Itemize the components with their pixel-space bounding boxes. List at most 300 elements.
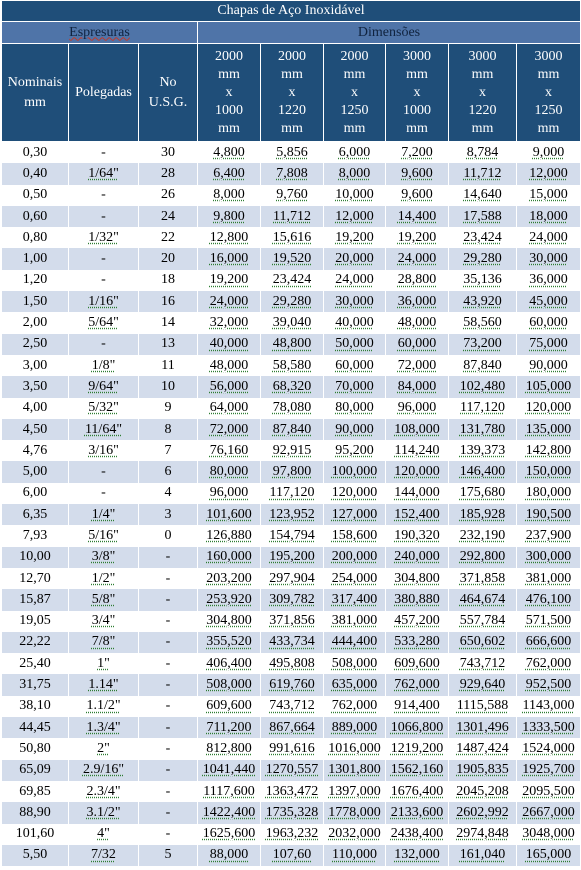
table-cell: 1,50 bbox=[2, 291, 69, 312]
table-cell: 90,000 bbox=[324, 419, 386, 440]
column-header-8 bbox=[517, 44, 581, 142]
table-cell: 1.3/4" bbox=[69, 717, 139, 738]
table-cell: 48,000 bbox=[386, 312, 449, 333]
table-cell: 17,588 bbox=[449, 206, 517, 227]
table-cell: 433,734 bbox=[261, 632, 324, 653]
table-cell: 2133,600 bbox=[386, 802, 449, 823]
table-cell: 11 bbox=[139, 355, 198, 376]
table-cell: 7 bbox=[139, 440, 198, 461]
table-row bbox=[2, 398, 581, 419]
table-cell: 18,000 bbox=[517, 206, 581, 227]
table-cell: 7/8" bbox=[69, 632, 139, 653]
table-cell: 10,000 bbox=[324, 185, 386, 206]
table-cell: 69,85 bbox=[2, 781, 69, 802]
table-cell: 14,400 bbox=[386, 206, 449, 227]
table-row bbox=[2, 568, 581, 589]
table-cell: 1016,000 bbox=[324, 738, 386, 759]
table-cell: 457,200 bbox=[386, 611, 449, 632]
table-cell: 56,000 bbox=[198, 376, 261, 397]
table-cell: 95,200 bbox=[324, 440, 386, 461]
table-cell: - bbox=[69, 461, 139, 482]
table-cell: 3/16" bbox=[69, 440, 139, 461]
column-header-1 bbox=[69, 44, 139, 142]
table-cell: 15,616 bbox=[261, 227, 324, 248]
table-cell: 142,800 bbox=[517, 440, 581, 461]
table-cell: 9/64" bbox=[69, 376, 139, 397]
table-cell: 0,50 bbox=[2, 185, 69, 206]
table-cell: 4 bbox=[139, 483, 198, 504]
table-cell: 533,280 bbox=[386, 632, 449, 653]
table-cell: - bbox=[69, 334, 139, 355]
column-header-line: 2000 bbox=[215, 48, 243, 64]
column-header-0 bbox=[2, 44, 69, 142]
table-cell: 1562,160 bbox=[386, 760, 449, 781]
table-body bbox=[2, 142, 581, 867]
table-cell: 2" bbox=[69, 738, 139, 759]
table-cell: 5/64" bbox=[69, 312, 139, 333]
table-cell: - bbox=[139, 696, 198, 717]
table-cell: 154,794 bbox=[261, 525, 324, 546]
table-row bbox=[2, 738, 581, 759]
column-header-line: x bbox=[545, 84, 552, 100]
table-cell: 5/32" bbox=[69, 398, 139, 419]
table-cell: 107,60 bbox=[261, 845, 324, 866]
table-cell: 0,30 bbox=[2, 142, 69, 164]
table-cell: 97,800 bbox=[261, 461, 324, 482]
column-header-line: mm bbox=[343, 66, 366, 82]
table-cell: 711,200 bbox=[198, 717, 261, 738]
column-header-line: No bbox=[159, 74, 177, 90]
table-cell: 5,50 bbox=[2, 845, 69, 866]
table-cell: 1" bbox=[69, 653, 139, 674]
table-cell: 5/8" bbox=[69, 589, 139, 610]
table-cell: 19,200 bbox=[198, 270, 261, 291]
table-cell: 90,000 bbox=[517, 355, 581, 376]
table-cell: 444,400 bbox=[324, 632, 386, 653]
table-cell: 6,400 bbox=[198, 163, 261, 184]
table-cell: 1/2" bbox=[69, 568, 139, 589]
group-header-dimensoes: Dimensões bbox=[198, 22, 581, 44]
table-cell: 11,712 bbox=[261, 206, 324, 227]
table-cell: 76,160 bbox=[198, 440, 261, 461]
column-header-line: 1000 bbox=[215, 102, 243, 118]
column-header-line: mm bbox=[281, 120, 303, 136]
table-cell: 1/8" bbox=[69, 355, 139, 376]
table-cell: 96,000 bbox=[198, 483, 261, 504]
table-cell: 60,000 bbox=[386, 334, 449, 355]
column-header-line: mm bbox=[406, 120, 428, 136]
table-cell: 1041,440 bbox=[198, 760, 261, 781]
table-cell: 1778,000 bbox=[324, 802, 386, 823]
table-cell: 762,000 bbox=[517, 653, 581, 674]
table-cell: 371,856 bbox=[261, 611, 324, 632]
table-row bbox=[2, 696, 581, 717]
table-cell: 23,424 bbox=[261, 270, 324, 291]
table-cell: 1925,700 bbox=[517, 760, 581, 781]
table-cell: 58,560 bbox=[449, 312, 517, 333]
table-cell: 1301,496 bbox=[449, 717, 517, 738]
table-cell: - bbox=[69, 142, 139, 164]
table-cell: 135,000 bbox=[517, 419, 581, 440]
table-row bbox=[2, 312, 581, 333]
table-cell: - bbox=[69, 206, 139, 227]
table-cell: 1487,424 bbox=[449, 738, 517, 759]
table-cell: 237,900 bbox=[517, 525, 581, 546]
table-cell: 88,90 bbox=[2, 802, 69, 823]
table-cell: 29,280 bbox=[449, 248, 517, 269]
table-cell: 666,600 bbox=[517, 632, 581, 653]
column-header-line: x bbox=[479, 84, 486, 100]
table-cell: 123,952 bbox=[261, 504, 324, 525]
table-row bbox=[2, 802, 581, 823]
steel-sheet-table-container bbox=[1, 1, 580, 866]
column-header-line: x bbox=[413, 84, 421, 100]
table-cell: 36,000 bbox=[517, 270, 581, 291]
column-header-line: mm bbox=[24, 94, 46, 110]
table-cell: 1117,600 bbox=[198, 781, 261, 802]
table-cell: 2045,208 bbox=[449, 781, 517, 802]
table-cell: 3,50 bbox=[2, 376, 69, 397]
table-cell: 240,000 bbox=[386, 547, 449, 568]
column-header-line: mm bbox=[218, 120, 240, 136]
table-cell: - bbox=[139, 568, 198, 589]
column-header-line: mm bbox=[406, 66, 428, 82]
column-header-line: 3000 bbox=[403, 48, 431, 64]
table-cell: 11/64" bbox=[69, 419, 139, 440]
table-cell: 2,00 bbox=[2, 312, 69, 333]
table-cell: 1.1/2" bbox=[69, 696, 139, 717]
table-cell: 1676,400 bbox=[386, 781, 449, 802]
table-cell: 508,000 bbox=[198, 674, 261, 695]
table-cell: 7,93 bbox=[2, 525, 69, 546]
table-cell: 9,800 bbox=[198, 206, 261, 227]
table-cell: 609,600 bbox=[386, 653, 449, 674]
table-cell: 146,400 bbox=[449, 461, 517, 482]
table-cell: 15,87 bbox=[2, 589, 69, 610]
column-header-6 bbox=[386, 44, 449, 142]
table-cell: 1625,600 bbox=[198, 824, 261, 845]
table-cell: 371,858 bbox=[449, 568, 517, 589]
table-cell: 762,000 bbox=[324, 696, 386, 717]
table-cell: 952,500 bbox=[517, 674, 581, 695]
table-row bbox=[2, 760, 581, 781]
table-cell: 476,100 bbox=[517, 589, 581, 610]
table-row bbox=[2, 142, 581, 164]
table-row bbox=[2, 781, 581, 802]
table-cell: 23,424 bbox=[449, 227, 517, 248]
table-cell: 1301,800 bbox=[324, 760, 386, 781]
table-cell: 50,000 bbox=[324, 334, 386, 355]
column-header-line: 1220 bbox=[468, 102, 497, 118]
table-cell: 117,120 bbox=[261, 483, 324, 504]
table-cell: 22 bbox=[139, 227, 198, 248]
table-cell: 203,200 bbox=[198, 568, 261, 589]
table-cell: 1363,472 bbox=[261, 781, 324, 802]
table-cell: 1/4" bbox=[69, 504, 139, 525]
table-cell: 105,000 bbox=[517, 376, 581, 397]
table-cell: 120,000 bbox=[517, 398, 581, 419]
table-cell: 3/4" bbox=[69, 611, 139, 632]
table-cell: 304,800 bbox=[198, 611, 261, 632]
table-cell: 78,080 bbox=[261, 398, 324, 419]
table-cell: 20,000 bbox=[324, 248, 386, 269]
table-cell: 2438,400 bbox=[386, 824, 449, 845]
column-header-line: mm bbox=[537, 66, 560, 82]
table-row bbox=[2, 376, 581, 397]
table-cell: 743,712 bbox=[449, 653, 517, 674]
table-cell: 1,20 bbox=[2, 270, 69, 291]
table-row bbox=[2, 824, 581, 845]
table-cell: 200,000 bbox=[324, 547, 386, 568]
table-cell: 381,000 bbox=[517, 568, 581, 589]
column-header-line: mm bbox=[343, 120, 366, 136]
table-cell: 144,000 bbox=[386, 483, 449, 504]
table-cell: 9 bbox=[139, 398, 198, 419]
table-row bbox=[2, 163, 581, 184]
table-cell: 7,200 bbox=[386, 142, 449, 164]
table-cell: 30,000 bbox=[517, 248, 581, 269]
table-cell: - bbox=[139, 611, 198, 632]
table-cell: 1143,000 bbox=[517, 696, 581, 717]
table-cell: 3048,000 bbox=[517, 824, 581, 845]
table-cell: 30,000 bbox=[324, 291, 386, 312]
table-cell: 161,040 bbox=[449, 845, 517, 866]
table-cell: 4,800 bbox=[198, 142, 261, 164]
table-cell: 132,000 bbox=[386, 845, 449, 866]
table-cell: 14 bbox=[139, 312, 198, 333]
table-cell: - bbox=[139, 589, 198, 610]
table-cell: 22,22 bbox=[2, 632, 69, 653]
table-cell: - bbox=[69, 270, 139, 291]
table-cell: 48,000 bbox=[198, 355, 261, 376]
table-cell: 87,840 bbox=[449, 355, 517, 376]
table-cell: 117,120 bbox=[449, 398, 517, 419]
table-row bbox=[2, 845, 581, 866]
table-cell: 12,70 bbox=[2, 568, 69, 589]
table-cell: 110,000 bbox=[324, 845, 386, 866]
table-row bbox=[2, 334, 581, 355]
table-cell: 100,000 bbox=[324, 461, 386, 482]
table-cell: 2602,992 bbox=[449, 802, 517, 823]
table-cell: 24,000 bbox=[517, 227, 581, 248]
table-cell: 40,000 bbox=[198, 334, 261, 355]
table-cell: 96,000 bbox=[386, 398, 449, 419]
column-header-line: mm bbox=[281, 66, 303, 82]
table-cell: 9,600 bbox=[386, 163, 449, 184]
group-header-espresuras bbox=[2, 22, 198, 44]
table-cell: 13 bbox=[139, 334, 198, 355]
table-cell: 1524,000 bbox=[517, 738, 581, 759]
table-row bbox=[2, 483, 581, 504]
table-row bbox=[2, 504, 581, 525]
table-cell: 40,000 bbox=[324, 312, 386, 333]
table-cell: 120,000 bbox=[324, 483, 386, 504]
table-cell: 4,00 bbox=[2, 398, 69, 419]
table-cell: 1,00 bbox=[2, 248, 69, 269]
table-cell: 232,190 bbox=[449, 525, 517, 546]
column-header-line: mm bbox=[218, 66, 240, 82]
table-cell: 2095,500 bbox=[517, 781, 581, 802]
table-cell: 92,915 bbox=[261, 440, 324, 461]
table-cell: 3 bbox=[139, 504, 198, 525]
table-cell: 131,780 bbox=[449, 419, 517, 440]
table-cell: 6 bbox=[139, 461, 198, 482]
table-cell: 991,616 bbox=[261, 738, 324, 759]
table-cell: - bbox=[139, 781, 198, 802]
column-header-line: mm bbox=[471, 120, 494, 136]
table-cell: 36,000 bbox=[386, 291, 449, 312]
table-cell: 80,000 bbox=[198, 461, 261, 482]
table-cell: 73,200 bbox=[449, 334, 517, 355]
table-cell: 19,520 bbox=[261, 248, 324, 269]
table-row bbox=[2, 611, 581, 632]
table-cell: 557,784 bbox=[449, 611, 517, 632]
table-cell: 929,640 bbox=[449, 674, 517, 695]
table-cell: 150,000 bbox=[517, 461, 581, 482]
table-cell: 9,600 bbox=[386, 185, 449, 206]
table-cell: 4,76 bbox=[2, 440, 69, 461]
table-cell: 38,10 bbox=[2, 696, 69, 717]
table-cell: 1/64" bbox=[69, 163, 139, 184]
table-cell: 2974,848 bbox=[449, 824, 517, 845]
table-cell: 317,400 bbox=[324, 589, 386, 610]
column-header-line: 1250 bbox=[340, 102, 369, 118]
table-cell: 1905,835 bbox=[449, 760, 517, 781]
table-cell: 6,000 bbox=[324, 142, 386, 164]
table-cell: 10,00 bbox=[2, 547, 69, 568]
table-cell: 12,000 bbox=[517, 163, 581, 184]
table-cell: 619,760 bbox=[261, 674, 324, 695]
table-row bbox=[2, 291, 581, 312]
column-header-5 bbox=[324, 44, 386, 142]
column-header-line: mm bbox=[471, 66, 494, 82]
table-cell: 180,000 bbox=[517, 483, 581, 504]
table-cell: 24,000 bbox=[198, 291, 261, 312]
column-header-row bbox=[2, 44, 581, 142]
column-header-7 bbox=[449, 44, 517, 142]
table-row bbox=[2, 206, 581, 227]
table-cell: 60,000 bbox=[324, 355, 386, 376]
table-cell: 10 bbox=[139, 376, 198, 397]
table-cell: 24,000 bbox=[386, 248, 449, 269]
table-cell: 297,904 bbox=[261, 568, 324, 589]
table-cell: 139,373 bbox=[449, 440, 517, 461]
table-cell: 1963,232 bbox=[261, 824, 324, 845]
table-cell: 88,000 bbox=[198, 845, 261, 866]
table-cell: 3,00 bbox=[2, 355, 69, 376]
table-cell: 1/16" bbox=[69, 291, 139, 312]
table-cell: 80,000 bbox=[324, 398, 386, 419]
table-cell: 30 bbox=[139, 142, 198, 164]
table-cell: 126,880 bbox=[198, 525, 261, 546]
table-cell: 190,320 bbox=[386, 525, 449, 546]
table-cell: 2032,000 bbox=[324, 824, 386, 845]
table-cell: 650,602 bbox=[449, 632, 517, 653]
table-cell: 304,800 bbox=[386, 568, 449, 589]
table-cell: 8,784 bbox=[449, 142, 517, 164]
table-cell: 101,60 bbox=[2, 824, 69, 845]
table-cell: - bbox=[69, 185, 139, 206]
table-row bbox=[2, 440, 581, 461]
column-header-line: x bbox=[225, 84, 233, 100]
table-cell: 2,50 bbox=[2, 334, 69, 355]
table-cell: 190,500 bbox=[517, 504, 581, 525]
table-cell: 571,500 bbox=[517, 611, 581, 632]
table-cell: 1422,400 bbox=[198, 802, 261, 823]
table-cell: 309,782 bbox=[261, 589, 324, 610]
column-header-line: 1250 bbox=[534, 102, 563, 118]
column-header-line: 2000 bbox=[340, 48, 369, 64]
table-cell: 889,000 bbox=[324, 717, 386, 738]
column-header-line: mm bbox=[537, 120, 560, 136]
table-cell: 19,05 bbox=[2, 611, 69, 632]
table-row bbox=[2, 653, 581, 674]
table-cell: 1115,588 bbox=[449, 696, 517, 717]
table-cell: - bbox=[139, 802, 198, 823]
table-cell: 72,000 bbox=[198, 419, 261, 440]
table-cell: 14,640 bbox=[449, 185, 517, 206]
table-cell: - bbox=[139, 674, 198, 695]
table-cell: - bbox=[139, 760, 198, 781]
table-cell: - bbox=[139, 738, 198, 759]
table-cell: 1.14" bbox=[69, 674, 139, 695]
column-header-line: Nominais bbox=[7, 74, 63, 90]
table-cell: 70,000 bbox=[324, 376, 386, 397]
table-cell: - bbox=[139, 653, 198, 674]
table-cell: - bbox=[69, 248, 139, 269]
table-cell: 16,000 bbox=[198, 248, 261, 269]
table-title: Chapas de Aço Inoxidável bbox=[2, 1, 581, 22]
table-cell: 175,680 bbox=[449, 483, 517, 504]
table-cell: 31,75 bbox=[2, 674, 69, 695]
table-cell: 2.3/4" bbox=[69, 781, 139, 802]
table-cell: 43,920 bbox=[449, 291, 517, 312]
table-cell: 7/32 bbox=[69, 845, 139, 866]
table-cell: 3/8" bbox=[69, 547, 139, 568]
table-cell: 7,808 bbox=[261, 163, 324, 184]
table-cell: 9,760 bbox=[261, 185, 324, 206]
table-row bbox=[2, 461, 581, 482]
table-cell: 867,664 bbox=[261, 717, 324, 738]
table-cell: 15,000 bbox=[517, 185, 581, 206]
table-cell: 254,000 bbox=[324, 568, 386, 589]
table-cell: 1270,557 bbox=[261, 760, 324, 781]
table-cell: 48,800 bbox=[261, 334, 324, 355]
table-cell: 19,200 bbox=[386, 227, 449, 248]
table-cell: 20 bbox=[139, 248, 198, 269]
table-cell: 87,840 bbox=[261, 419, 324, 440]
table-cell: 50,80 bbox=[2, 738, 69, 759]
table-row bbox=[2, 674, 581, 695]
table-cell: 3.1/2" bbox=[69, 802, 139, 823]
table-cell: 5,00 bbox=[2, 461, 69, 482]
table-cell: 4,50 bbox=[2, 419, 69, 440]
table-cell: 2667,000 bbox=[517, 802, 581, 823]
group-header-espresuras-label: Espresuras bbox=[69, 24, 130, 40]
table-cell: 5 bbox=[139, 845, 198, 866]
table-cell: 65,09 bbox=[2, 760, 69, 781]
table-cell: 380,880 bbox=[386, 589, 449, 610]
column-header-line: 2000 bbox=[278, 48, 306, 64]
table-cell: 253,920 bbox=[198, 589, 261, 610]
table-cell: 58,580 bbox=[261, 355, 324, 376]
column-header-line: 1220 bbox=[278, 102, 306, 118]
column-header-line: x bbox=[288, 84, 296, 100]
table-cell: 8 bbox=[139, 419, 198, 440]
table-row bbox=[2, 185, 581, 206]
table-cell: 5/16" bbox=[69, 525, 139, 546]
table-cell: 165,000 bbox=[517, 845, 581, 866]
